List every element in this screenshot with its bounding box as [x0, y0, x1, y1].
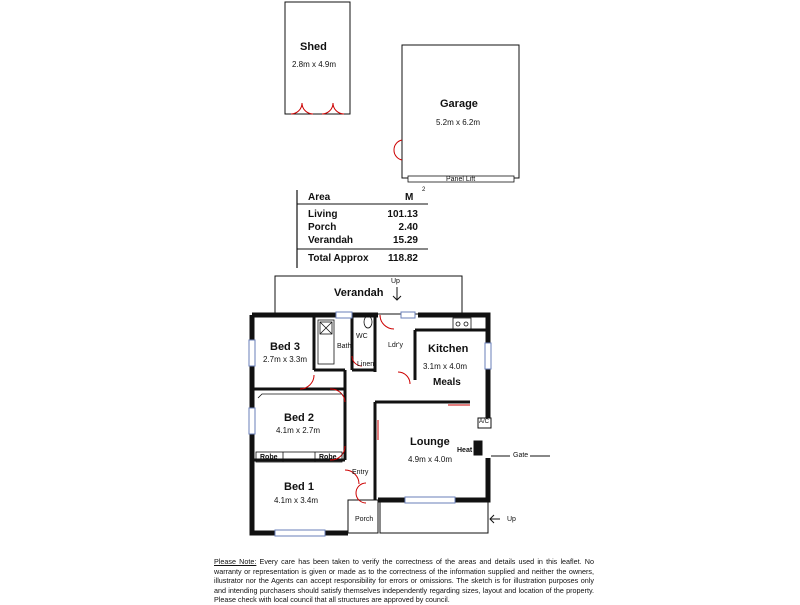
linen-label: Linen: [357, 361, 375, 368]
up-label-top: Up: [391, 278, 400, 285]
note-title: Please Note:: [214, 557, 257, 566]
bed2-title: Bed 2: [284, 412, 314, 424]
area-row-label: Verandah: [308, 235, 354, 246]
wc-label: WC: [356, 333, 368, 340]
verandah-label: Verandah: [334, 287, 384, 299]
bed2-size: 4.1m x 2.7m: [276, 426, 321, 435]
garage-outline: [394, 45, 519, 182]
bath-fittings: [318, 316, 372, 364]
garage-title: Garage: [440, 98, 478, 110]
lounge-title: Lounge: [410, 436, 450, 448]
garage-size: 5.2m x 6.2m: [436, 118, 481, 127]
area-header: Area: [308, 192, 331, 203]
bed1-title: Bed 1: [284, 481, 314, 493]
area-unit: M: [405, 192, 414, 203]
area-row-value: 2.40: [398, 222, 418, 233]
bath-label: Bath: [337, 343, 352, 350]
area-total-label: Total Approx: [308, 253, 369, 264]
area-unit-sup: 2: [422, 187, 426, 193]
area-row-label: Porch: [308, 222, 337, 233]
laundry-label: Ldr'y: [388, 342, 403, 349]
shed-outline: [285, 2, 350, 114]
area-row-label: Living: [308, 209, 338, 220]
meals-label: Meals: [433, 377, 461, 388]
bed3-size: 2.7m x 3.3m: [263, 355, 308, 364]
lounge-size: 4.9m x 4.0m: [408, 455, 453, 464]
disclaimer-note: [214, 557, 594, 605]
note-text: Every care has been taken to verify the correctness of the areas and details used in this leaflet. No warranty or representation is given or made as to the correctness of the information supplied and neither the owners, illustrator nor the Agents can accept responsibility for errors or omissions. The sketch is for illustration purposes only and intending purchasers should satisfy themselves independently regarding sizes, layout and location of the property. Please check with local council that all structures are approved by council.: [214, 557, 594, 605]
shed-title: Shed: [300, 41, 327, 53]
shed-size: 2.8m x 4.9m: [292, 60, 337, 69]
kitchen-title: Kitchen: [428, 343, 469, 355]
heat-label: Heat: [457, 447, 473, 454]
porch-label: Porch: [355, 516, 374, 523]
robe-label: Robe: [319, 454, 337, 461]
garage-door-label: Panel Lift: [446, 176, 476, 183]
up-arrow-icon: [393, 287, 500, 523]
cooktop-icon: [453, 318, 471, 330]
gate-label: Gate: [513, 452, 529, 459]
area-total-value: 118.82: [387, 253, 418, 264]
bed3-title: Bed 3: [270, 341, 300, 353]
area-row-value: 15.29: [392, 235, 418, 246]
bed1-size: 4.1m x 3.4m: [274, 496, 319, 505]
robe-label: Robe: [260, 454, 278, 461]
ac-label: A/C: [479, 419, 490, 425]
entry-label: Entry: [352, 469, 369, 476]
up-label-bottom: Up: [507, 516, 516, 523]
kitchen-size: 3.1m x 4.0m: [423, 362, 468, 371]
area-row-value: 101.13: [387, 209, 418, 220]
